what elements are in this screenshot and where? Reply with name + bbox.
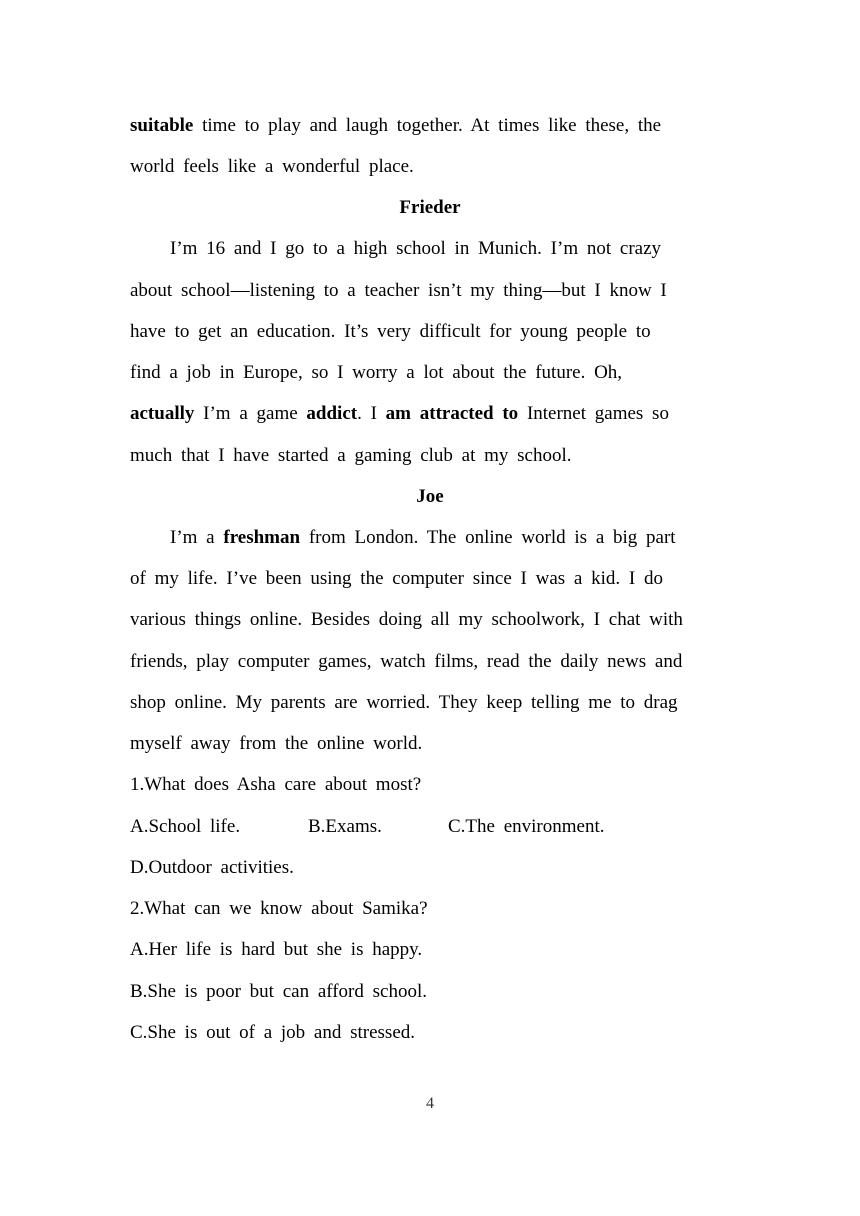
option-a: A.School life. xyxy=(130,816,241,837)
option-c: C.She is out of a job and stressed. xyxy=(130,1022,416,1043)
section-heading-joe: Joe xyxy=(416,486,444,507)
bold-phrase: am attracted to xyxy=(385,403,519,424)
bold-word: freshman xyxy=(223,527,301,548)
option-b: B.She is poor but can afford school. xyxy=(130,981,427,1002)
paragraph-line: shop online. My parents are worried. They keep telling me to drag xyxy=(130,692,678,713)
option-b: B.Exams. xyxy=(308,816,382,837)
paragraph-line: I’m a freshman from London. The online world is a big part xyxy=(170,527,676,548)
question-stem: 1.What does Asha care about most? xyxy=(130,774,422,795)
paragraph-line: I’m 16 and I go to a high school in Munich. I’m not crazy xyxy=(170,238,662,259)
page-number: 4 xyxy=(426,1095,434,1112)
option-a: A.Her life is hard but she is happy. xyxy=(130,939,423,960)
bold-word: addict xyxy=(306,403,358,424)
bold-word: suitable xyxy=(130,115,194,136)
paragraph-line: find a job in Europe, so I worry a lot about the future. Oh, xyxy=(130,362,623,383)
option-c: C.The environment. xyxy=(448,816,605,837)
bold-word: actually xyxy=(130,403,195,424)
paragraph-line: about school—listening to a teacher isn’t my thing—but I know I xyxy=(130,280,667,301)
paragraph-line: have to get an education. It’s very difficult for young people to xyxy=(130,321,651,342)
paragraph-line: of my life. I’ve been using the computer since I was a kid. I do xyxy=(130,568,663,589)
paragraph-line: myself away from the online world. xyxy=(130,733,423,754)
paragraph-line: world feels like a wonderful place. xyxy=(130,156,414,177)
paragraph-line: actually I’m a game addict. I am attracted to Internet games so xyxy=(130,403,669,424)
paragraph-line: friends, play computer games, watch films, read the daily news and xyxy=(130,651,683,672)
question-stem: 2.What can we know about Samika? xyxy=(130,898,428,919)
paragraph-line: suitable time to play and laugh together. At times like these, the xyxy=(130,115,662,136)
paragraph-line: much that I have started a gaming club at my school. xyxy=(130,445,572,466)
section-heading-frieder: Frieder xyxy=(399,197,461,218)
paragraph-line: various things online. Besides doing all my schoolwork, I chat with xyxy=(130,609,683,630)
option-d: D.Outdoor activities. xyxy=(130,857,294,878)
